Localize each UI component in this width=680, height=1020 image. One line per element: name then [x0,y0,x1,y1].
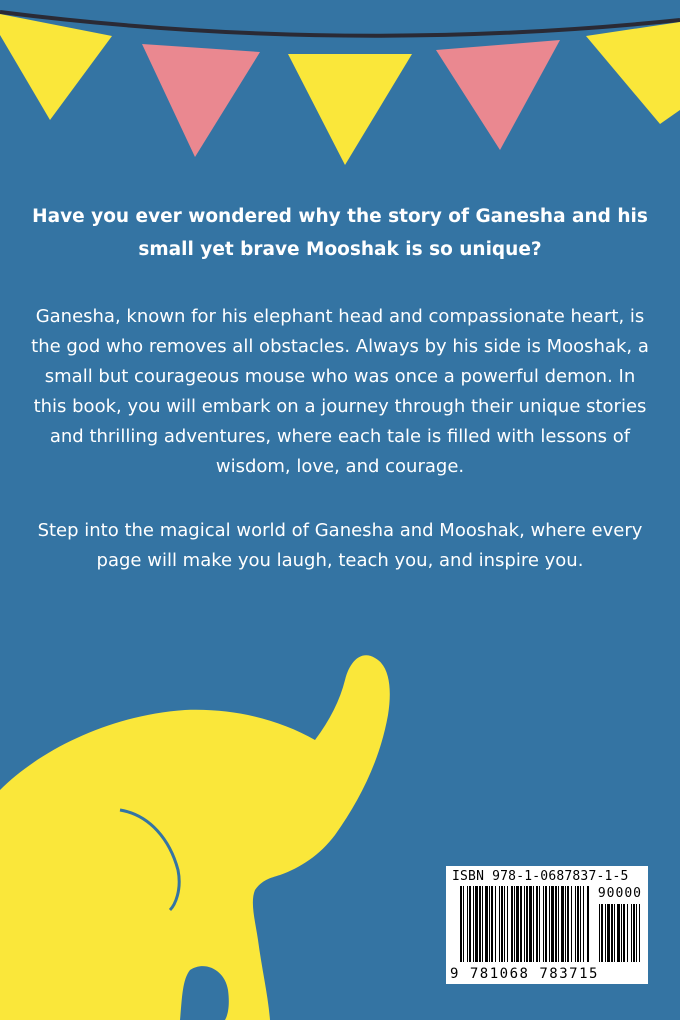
bunting-string [0,12,680,36]
pennant-yellow-3 [586,22,680,124]
addon-digits: 90000 [597,886,642,901]
pennant-pink-2 [436,40,560,150]
blurb-question: Have you ever wondered why the story of Ganesha and his small yet brave Mooshak is so unique? [32,206,648,260]
back-cover-blurb [30,200,650,610]
bunting-pennants-icon [0,0,680,170]
blurb-paragraph-1: Ganesha, known for his elephant head and compassionate heart, is the god who removes all obstacles. Always by his side is Mooshak, a small but courageous mouse who was once a powerful demon. In this book, you will embark on a journey through their unique stories and thrilling adventures, where each tale is filled with lessons of wisdom, love, and courage. [31,306,649,477]
yellow-elephant-silhouette-icon [0,640,420,1020]
pennant-yellow-2 [288,54,412,165]
blurb-paragraph-2: Step into the magical world of Ganesha and Mooshak, where every page will make you laugh, teach you, and inspire you. [37,520,643,571]
pennant-pink-1 [142,44,260,157]
ean-digits: 9 781068 783715 [450,966,599,982]
pennant-yellow-1 [0,14,112,120]
isbn-label: ISBN 978-1-0687837-1-5 [452,869,629,884]
isbn-barcode [446,866,648,984]
